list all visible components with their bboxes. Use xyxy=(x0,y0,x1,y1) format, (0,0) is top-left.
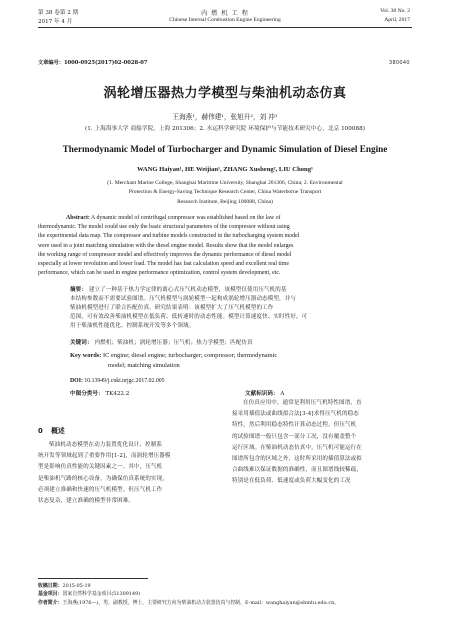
abstract-en-line: were used in a joint matching simulation with the diesel engine model. Results show that the model enlarges xyxy=(38,242,294,249)
article-number: 文章编号：1000-0925(2017)02-0028-07 xyxy=(38,60,148,66)
affiliation-en-line: Research Institute, Beijing 100088, China) xyxy=(177,198,273,205)
header-date-en: April, 2017 xyxy=(384,17,410,23)
header-date-cn: 2017 年 4 月 xyxy=(38,19,73,25)
body-line: 统开发等领域起到了重要作用[1-2]，而涡轮增压器模 xyxy=(38,453,171,460)
footnote-label: 收稿日期： xyxy=(38,583,63,589)
body-line: 必须建立准确和快速的压气机模型。但压气机工作 xyxy=(38,486,163,493)
document-code: 380040 xyxy=(389,60,410,66)
abstract-cn-label: 摘要： xyxy=(70,287,87,293)
abstract-en-line: the experimental data map. The compressor and turbine models constructed in the turbocharging system model xyxy=(38,233,300,240)
abstract-en-line: performance, which can be used in engine performance optimization, control system development, etc. xyxy=(38,270,281,277)
keywords-cn xyxy=(70,339,390,348)
footnote-funding xyxy=(38,590,418,598)
title-cn: 涡轮增压器热力学模型与柴油机动态仿真 xyxy=(103,86,347,101)
header-rule xyxy=(38,27,412,28)
header-journal-cn: 内 燃 机 工 程 xyxy=(201,10,249,17)
abstract-cn-line xyxy=(70,286,390,295)
footnotes xyxy=(38,582,418,607)
abstract-en-line: the working range of compressor model and effectively improves the dynamic performance of diesel model xyxy=(38,251,292,258)
keywords-en-line: model; matching simulation xyxy=(108,362,180,369)
footnote-rule xyxy=(38,578,148,579)
section-title: 概述 xyxy=(51,427,65,435)
body-line: 是柴油机气路的核心设备，为确保仿真系统的实现， xyxy=(38,475,168,482)
body-line: 特别是在低负荷、低速度或负荷大幅变化的工况 xyxy=(232,478,351,485)
header-journal-en: Chinese Internal Combustion Engine Engineering xyxy=(169,17,281,23)
authors-cn: 王海燕¹，赫伟建¹，张旭升²，刘 冲¹ xyxy=(172,113,278,121)
body-line: 状态复杂，建立准确的模型非常困难。 xyxy=(38,498,135,505)
footnote-label: 作者简介： xyxy=(38,599,63,606)
abstract-en-line: thermodynamic. The model could use only the basic structural parameters of the compressor without using xyxy=(38,224,290,231)
body-column-left xyxy=(38,440,218,507)
doi-label: DOI: xyxy=(70,378,83,384)
document-type-label: 文献标识码： xyxy=(245,391,279,397)
body-line: 在仿真应用中，通常是利用压气机特性图谱，直 xyxy=(243,400,362,406)
abstract-cn-line: 柴油机模型进行了联合匹配仿真。研究结果表明：该模型扩大了压气机模型的工作 xyxy=(70,305,274,311)
keywords-en-label: Key words: xyxy=(70,352,102,359)
header-volume-cn: 第 38 卷第 2 期 xyxy=(38,10,79,16)
classification xyxy=(70,389,129,397)
classification-value: TK422.2 xyxy=(105,391,130,397)
abstract-cn-text: 建立了一种基于热力学定律的离心式压气机动态模型，该模型仅使用压气机的基 xyxy=(88,287,287,293)
body-line: 图谱所包含的区域之外，这时所采用的插值算法或拟 xyxy=(232,456,362,463)
keywords-en xyxy=(70,351,400,371)
affiliation-en xyxy=(0,179,450,207)
abstract-cn-line: 本结构参数而不需要试验图谱。压气机模型与涡轮模型一起构成涡轮增压器动态模型，并与 xyxy=(70,296,297,302)
section-heading xyxy=(38,425,65,435)
keywords-en-line xyxy=(70,351,400,361)
header-volume-en: Vol. 38 No. 2 xyxy=(380,8,410,14)
body-column-right xyxy=(232,398,412,488)
abstract-en-line: especially at lower revolution and lower load. The model has fast calculation speed and excellent real time xyxy=(38,261,289,268)
keywords-cn-label: 关键词： xyxy=(70,340,93,346)
authors-en: WANG Haiyan¹, HE Weijian¹, ZHANG Xusheng², LIU Chong¹ xyxy=(137,166,313,173)
body-line: 运行区域。在柴油机动态仿真中，压气机可能运行在 xyxy=(232,444,362,451)
abstract-en-label: Abstract: xyxy=(66,215,90,221)
footnote-text: 国家自然科学基金项目(51309149) xyxy=(62,591,141,598)
footnote-text: 王海燕(1976—)，男，副教授，博士，主要研究方向为柴油机动力装置仿真与控制，E-mail：wanghaiyan@shmtu.edu.cn。 xyxy=(62,599,340,606)
abstract-en xyxy=(38,214,412,278)
abstract-en-text: A dynamic model of centrifugal compressor was established based on the law of xyxy=(91,215,281,221)
title-en: Thermodynamic Model of Turbocharger and Dynamic Simulation of Diesel Engine xyxy=(62,144,388,154)
body-line: 柴油机动态模型在动力装置优化设计、控制系 xyxy=(49,442,163,448)
keywords-en-text: IC engine; diesel engine; turbocharger; compressor; thermodynamic xyxy=(103,352,278,359)
doi xyxy=(70,378,165,384)
body-line: 接采用插值法或曲线拟合法[3-4]求得压气机的稳态 xyxy=(232,411,359,418)
affiliation-en-line: (1. Merchant Marine College, Shanghai Maritime University, Shanghai 201306, China; 2. Environmental xyxy=(107,180,343,186)
doi-value: 10.13949/j.cnki.nrjgc.2017.02.005 xyxy=(84,378,165,384)
section-number: 0 xyxy=(38,427,43,435)
document-type-value: A xyxy=(280,391,285,397)
abstract-cn xyxy=(70,286,390,331)
keywords-cn-text: 内燃机；柴油机；涡轮增压器；压气机；热力学模型；匹配仿真 xyxy=(94,340,253,346)
body-line: 合曲线难以保证数据的准确性，而且图谱线较稀疏， xyxy=(232,467,362,474)
body-line: 的试验图谱一般只包含一部分工况，没有覆盖整个 xyxy=(232,433,357,440)
abstract-cn-line: 范围，可有效改善柴油机模型在低负荷、低转速时的动态性能。模型计算速度快、实时性好，可 xyxy=(70,314,308,320)
affiliation-en-line: Protection & Energy-Saving Technique Research Center, China Waterborne Transport xyxy=(128,189,322,196)
document-type xyxy=(245,389,284,397)
body-line: 型是影响仿真性能的关键因素之一。其中，压气机 xyxy=(38,464,163,471)
footnote-author xyxy=(38,599,418,607)
abstract-en-line xyxy=(38,214,412,223)
footnote-received xyxy=(38,582,418,590)
footnote-text: 2015-05-19 xyxy=(62,583,91,589)
footnote-label: 基金项目： xyxy=(38,591,63,598)
abstract-cn-line: 用于柴油机性能优化、控制系统开发等多个领域。 xyxy=(70,323,195,329)
affiliation-cn: (1. 上海海事大学 商船学院，上海 201306；2. 水运科学研究院 环境保护与节能技术研究中心，北京 100088) xyxy=(85,126,365,132)
classification-label: 中图分类号： xyxy=(70,391,104,397)
body-line: 特性，然后利用稳态特性计算动态过程。但压气机 xyxy=(232,422,357,429)
